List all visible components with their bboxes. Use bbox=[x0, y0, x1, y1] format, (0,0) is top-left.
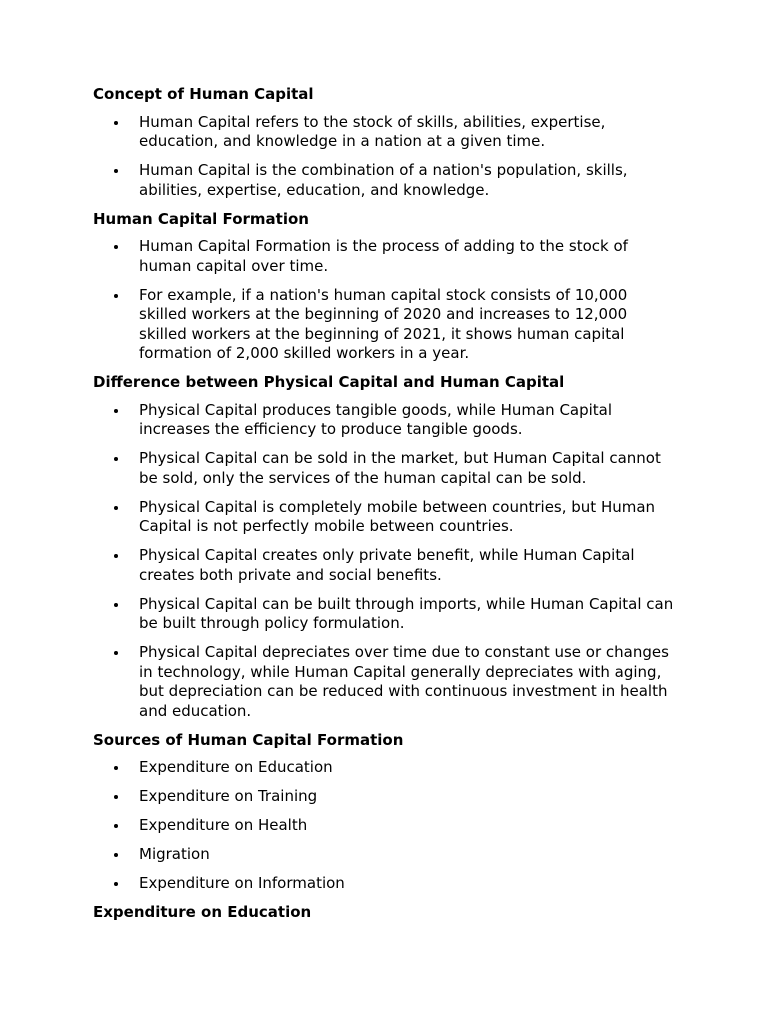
section-human-capital-formation bbox=[93, 210, 678, 364]
bullet-icon bbox=[114, 766, 118, 770]
list-item-text: Migration bbox=[139, 845, 210, 863]
list-item bbox=[93, 237, 678, 276]
bullet-list bbox=[93, 758, 678, 894]
bullet-list bbox=[93, 401, 678, 722]
list-item bbox=[93, 546, 678, 585]
list-item-text: For example, if a nation's human capital stock consists of 10,000 skilled workers at the beginning of 2020 and increases to 12,000 skilled workers at the beginning of 2021, it shows human capital formation of 2,000 skilled workers in a year. bbox=[139, 285, 628, 362]
list-item-text: Physical Capital creates only private benefit, while Human Capital creates both private and social benefits. bbox=[139, 546, 635, 584]
list-item-text: Human Capital Formation is the process of adding to the stock of human capital over time. bbox=[139, 237, 628, 275]
section-concept-of-human-capital bbox=[93, 85, 678, 200]
bullet-icon bbox=[114, 245, 118, 249]
list-item-text: Physical Capital is completely mobile between countries, but Human Capital is not perfectly mobile between countries. bbox=[139, 497, 656, 535]
list-item-text: Physical Capital can be sold in the market, but Human Capital cannot be sold, only the services of the human capital can be sold. bbox=[139, 449, 661, 487]
list-item bbox=[93, 874, 678, 894]
list-item bbox=[93, 286, 678, 364]
list-item bbox=[93, 401, 678, 440]
bullet-icon bbox=[114, 554, 118, 558]
bullet-list bbox=[93, 237, 678, 364]
bullet-icon bbox=[114, 506, 118, 510]
list-item-text: Expenditure on Education bbox=[139, 758, 333, 776]
list-item-text: Expenditure on Health bbox=[139, 816, 308, 834]
list-item-text: Expenditure on Information bbox=[139, 874, 345, 892]
list-item-text: Physical Capital depreciates over time due to constant use or changes in technology, while Human Capital generally depreciates with aging, but depreciation can be reduced with continuous investment in health and education. bbox=[139, 643, 669, 720]
section-physical-vs-human-capital bbox=[93, 373, 678, 721]
list-item bbox=[93, 449, 678, 488]
section-heading: Human Capital Formation bbox=[93, 209, 309, 228]
list-item bbox=[93, 161, 678, 200]
bullet-icon bbox=[114, 795, 118, 799]
list-item-text: Physical Capital can be built through imports, while Human Capital can be built through policy formulation. bbox=[139, 594, 674, 632]
bullet-icon bbox=[114, 651, 118, 655]
list-item bbox=[93, 845, 678, 865]
list-item bbox=[93, 595, 678, 634]
section-heading: Concept of Human Capital bbox=[93, 85, 314, 103]
section-heading: Sources of Human Capital Formation bbox=[93, 730, 404, 749]
list-item-text: Human Capital is the combination of a nation's population, skills, abilities, expertise, education, and knowledge. bbox=[139, 161, 628, 199]
list-item bbox=[93, 758, 678, 778]
list-item-text: Physical Capital produces tangible goods, while Human Capital increases the efficiency to produce tangible goods. bbox=[139, 400, 613, 438]
list-item bbox=[93, 787, 678, 807]
bullet-icon bbox=[114, 294, 118, 298]
bullet-icon bbox=[114, 853, 118, 857]
list-item-text: Human Capital refers to the stock of skills, abilities, expertise, education, and knowledge in a nation at a given time. bbox=[139, 112, 606, 150]
list-item bbox=[93, 643, 678, 721]
bullet-icon bbox=[114, 824, 118, 828]
bullet-icon bbox=[114, 409, 118, 413]
bullet-icon bbox=[114, 169, 118, 173]
list-item bbox=[93, 498, 678, 537]
list-item-text: Expenditure on Training bbox=[139, 787, 318, 805]
list-item bbox=[93, 113, 678, 152]
bullet-icon bbox=[114, 457, 118, 461]
bullet-icon bbox=[114, 882, 118, 886]
section-heading: Expenditure on Education bbox=[93, 903, 312, 921]
bullet-icon bbox=[114, 121, 118, 125]
list-item bbox=[93, 816, 678, 836]
section-expenditure-on-education bbox=[93, 903, 678, 923]
section-sources-of-human-capital-formation bbox=[93, 731, 678, 894]
section-heading: Difference between Physical Capital and Human Capital bbox=[93, 373, 565, 391]
bullet-icon bbox=[114, 603, 118, 607]
bullet-list bbox=[93, 113, 678, 201]
